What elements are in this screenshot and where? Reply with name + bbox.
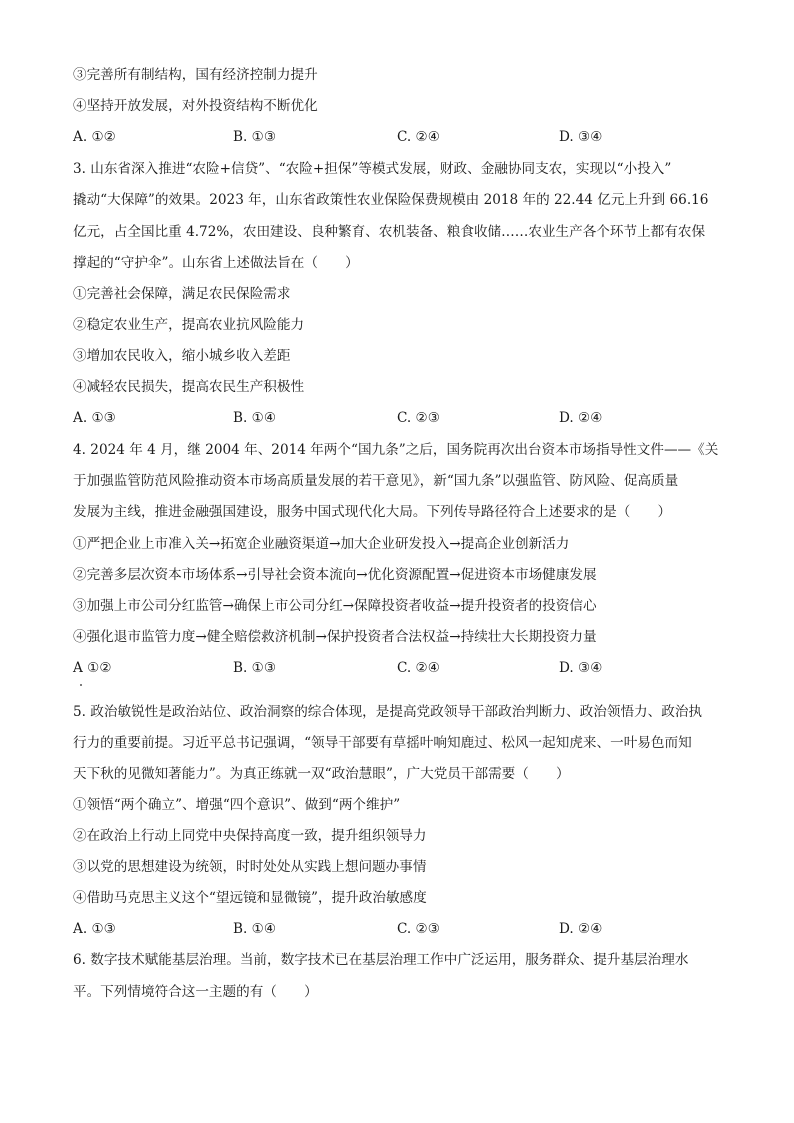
option-d: D. ③④	[559, 129, 603, 145]
q4-statement-3: ③加强上市公司分红监管→确保上市公司分红→保障投资者收益→提升投资者的投资信心	[73, 598, 597, 614]
option-c: C. ②④	[397, 129, 440, 145]
q6-stem-line-1: 6. 数字技术赋能基层治理。当前，数字技术已在基层治理工作中广泛运用，服务群众、提升基层治理水	[73, 952, 689, 968]
q3-statement-1: ①完善社会保障，满足农民保险需求	[73, 286, 291, 302]
q6-stem-line-2: 平。下列情境符合这一主题的有（ ）	[73, 984, 318, 1000]
q4-stem-line-3: 发展为主线，推进金融强国建设，服务中国式现代化大局。下列传导路径符合上述要求的是（ ）	[73, 504, 672, 520]
q4-statement-2: ②完善多层次资本市场体系→引导社会资本流向→优化资源配置→促进资本市场健康发展	[73, 567, 597, 583]
q4-options	[73, 659, 723, 677]
option-d: D. ②④	[559, 921, 603, 937]
q3-stem-line-1: 3. 山东省深入推进“农险+信贷”、“农险+担保”等模式发展，财政、金融协同支农，实现以“小投入”	[73, 161, 672, 177]
option-a: A. ①②	[73, 129, 116, 145]
option-d: D. ②④	[559, 410, 603, 426]
option-b: B. ①④	[233, 921, 277, 937]
q3-options	[73, 409, 723, 427]
q4-stem-line-2: 于加强监管防范风险推动资本市场高质量发展的若干意见》，新“国九条”以强监管、防风险、促高质量	[73, 473, 679, 489]
q5-statement-1: ①领悟“两个确立”、增强“四个意识”、做到“两个维护”	[73, 797, 401, 813]
q3-stem-line-2: 撬动“大保障”的效果。2023 年，山东省政策性农业保险保费规模由 2018 年的 22.44 亿元上升到 66.16	[73, 192, 709, 208]
q5-options	[73, 920, 723, 938]
q4-statement-4: ④强化退市监管力度→健全赔偿救济机制→保护投资者合法权益→持续壮大长期投资力量	[73, 629, 597, 645]
q2-statement-3: ③完善所有制结构，国有经济控制力提升	[73, 67, 318, 83]
q5-statement-4: ④借助马克思主义这个“望远镜和显微镜”，提升政治敏感度	[73, 890, 427, 906]
q4-stem-line-1: 4. 2024 年 4 月，继 2004 年、2014 年两个“国九条”之后，国务院再次出台资本市场指导性文件——《关	[73, 442, 719, 458]
option-c: C. ②③	[397, 921, 440, 937]
option-a: A. ①③	[73, 410, 116, 426]
q5-stem-line-3: 天下秋的见微知著能力”。为真正练就一双“政治慧眼”，广大党员干部需要（ ）	[73, 766, 570, 782]
option-b: B. ①③	[233, 129, 277, 145]
option-d: D. ③④	[559, 660, 603, 676]
option-b: B. ①③	[233, 660, 277, 676]
q3-stem-line-4: 撑起的“守护伞”。山东省上述做法旨在（ ）	[73, 255, 359, 271]
option-a: A ①②	[73, 660, 112, 676]
q3-statement-4: ④减轻农民损失，提高农民生产积极性	[73, 379, 305, 395]
q2-options	[73, 128, 723, 146]
q3-statement-3: ③增加农民收入，缩小城乡收入差距	[73, 348, 291, 364]
option-a: A. ①③	[73, 921, 116, 937]
q2-statement-4: ④坚持开放发展，对外投资结构不断优化	[73, 98, 318, 114]
q4-statement-1: ①严把企业上市准入关→拓宽企业融资渠道→加大企业研发投入→提高企业创新活力	[73, 536, 570, 552]
stray-dot	[80, 684, 82, 686]
q5-statement-3: ③以党的思想建设为统领，时时处处从实践上想问题办事情	[73, 859, 427, 875]
q5-stem-line-2: 行力的重要前提。习近平总书记强调，“领导干部要有草摇叶响知鹿过、松风一起知虎来、一叶易色而知	[73, 735, 692, 751]
option-c: C. ②④	[397, 660, 440, 676]
q5-statement-2: ②在政治上行动上同党中央保持高度一致，提升组织领导力	[73, 828, 427, 844]
option-b: B. ①④	[233, 410, 277, 426]
q3-statement-2: ②稳定农业生产，提高农业抗风险能力	[73, 317, 305, 333]
option-c: C. ②③	[397, 410, 440, 426]
q5-stem-line-1: 5. 政治敏锐性是政治站位、政治洞察的综合体现，是提高党政领导干部政治判断力、政治领悟力、政治执	[73, 704, 703, 720]
q3-stem-line-3: 亿元，占全国比重 4.72%，农田建设、良种繁育、农机装备、粮食收储……农业生产各个环节上都有农保	[73, 224, 706, 240]
